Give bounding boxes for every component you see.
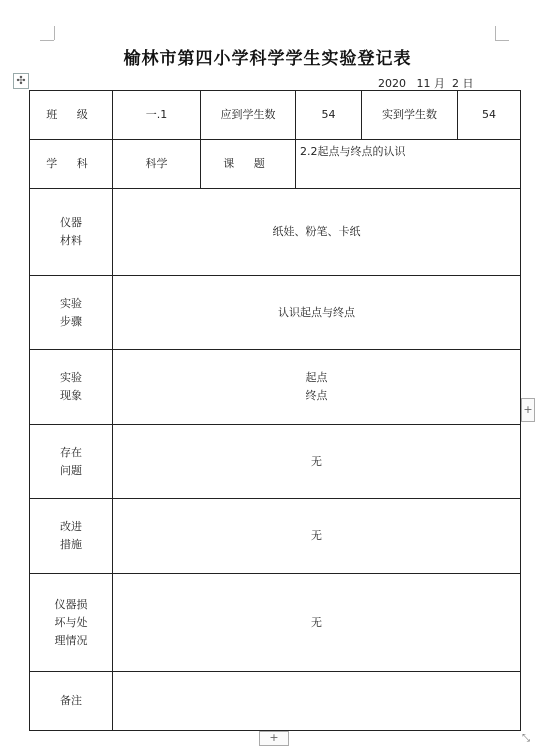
experiment-record-table [29,90,521,731]
improvements-value-cell[interactable]: 无 [113,499,521,574]
topic-value-cell[interactable]: 2.2起点与终点的认识 [296,140,521,189]
class-label: 班 级 [30,91,113,140]
subject-value-cell[interactable]: 科学 [113,140,201,189]
table-row-subject [30,140,521,189]
crop-mark-top-left [40,40,54,41]
remarks-value-cell[interactable] [113,672,521,731]
topic-label: 课 题 [201,140,296,189]
problems-value-cell[interactable]: 无 [113,425,521,499]
crop-mark-top-right [495,40,509,41]
table-row-equipment [30,189,521,276]
add-column-button[interactable]: + [521,398,535,422]
damage-value-cell[interactable]: 无 [113,574,521,672]
subject-label: 学 科 [30,140,113,189]
expected-students-label: 应到学生数 [201,91,296,140]
steps-label: 实验 步骤 [30,276,113,350]
improvements-label: 改进 措施 [30,499,113,574]
document-title: 榆林市第四小学科学学生实验登记表 [123,49,412,69]
table-row-steps [30,276,521,350]
actual-students-value-cell[interactable]: 54 [458,91,521,140]
table-row-remarks [30,672,521,731]
expected-students-value-cell[interactable]: 54 [296,91,362,140]
actual-students-label: 实到学生数 [362,91,458,140]
phenomena-value-cell[interactable]: 起点 终点 [113,350,521,425]
crop-mark-top-left-vertical [54,26,55,40]
table-row-damage [30,574,521,672]
add-row-button[interactable]: + [259,731,289,746]
equipment-label: 仪器 材料 [30,189,113,276]
problems-label: 存在 问题 [30,425,113,499]
remarks-label: 备注 [30,672,113,731]
table-row-improvements [30,499,521,574]
table-row-problems [30,425,521,499]
table-row-phenomena [30,350,521,425]
table-row-class-info [30,91,521,140]
table-resize-handle-icon[interactable]: ⤡ [522,733,530,744]
class-value-cell[interactable]: 一.1 [113,91,201,140]
table-move-handle-icon[interactable]: ✣ [13,73,29,89]
steps-value-cell[interactable]: 认识起点与终点 [113,276,521,350]
damage-label: 仪器损 坏与处 理情况 [30,574,113,672]
equipment-value-cell[interactable]: 纸娃、粉笔、卡纸 [113,189,521,276]
phenomena-label: 实验 现象 [30,350,113,425]
record-date: 2020 11 月 2 日 [378,77,474,90]
crop-mark-top-right-vertical [495,26,496,40]
